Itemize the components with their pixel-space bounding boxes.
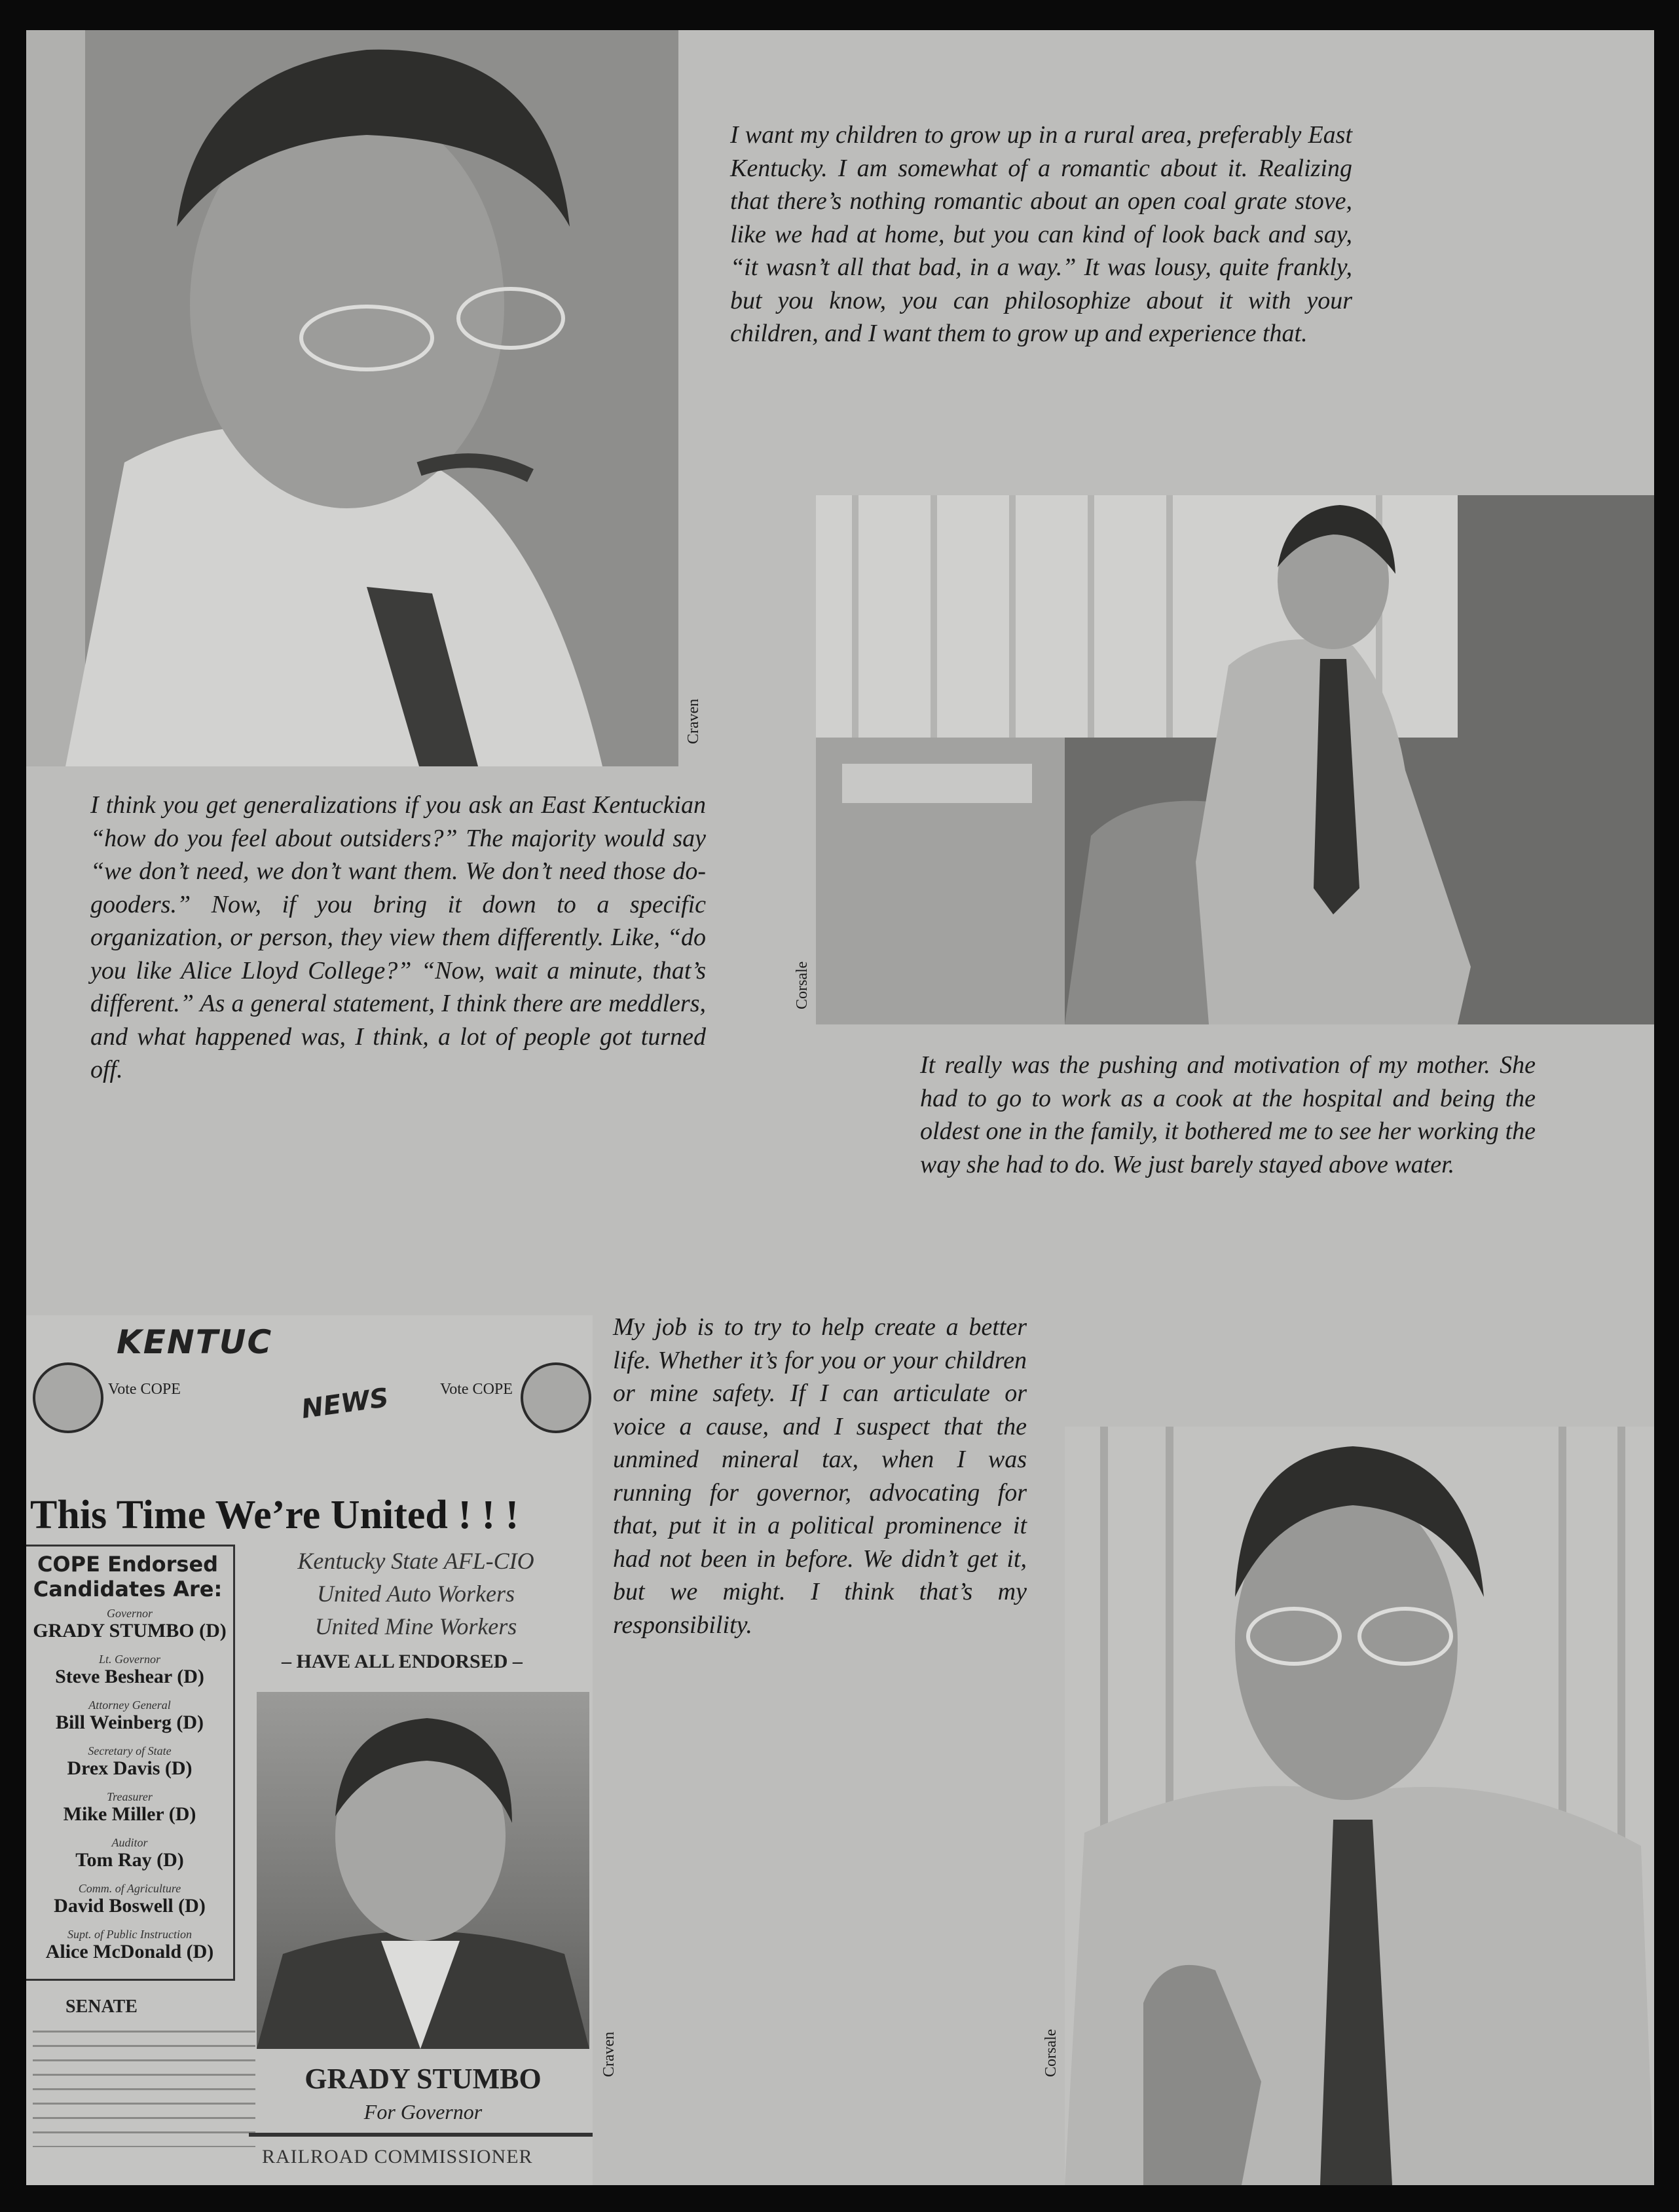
office-label: Auditor bbox=[111, 1836, 148, 1849]
candidate-name: Alice McDonald (D) bbox=[45, 1941, 214, 1962]
vote-cope-left: Vote COPE bbox=[108, 1381, 181, 1398]
portrait-figure bbox=[26, 30, 678, 766]
office-label: Attorney General bbox=[88, 1698, 171, 1712]
cope-endorsements-box bbox=[26, 1545, 235, 1981]
seated-figure bbox=[816, 495, 1654, 1024]
office-label: Supt. of Public Instruction bbox=[67, 1928, 192, 1941]
railroad-heading: RAILROAD COMMISSIONER bbox=[262, 2146, 533, 2167]
quote-my-job: My job is to try to help create a better life. Whether it’s for you or your children or mine safety. If I can articulate or voice a cause, and I suspect that the unmined mineral tax, when I was running for governor, advocating for that, put it in a political prominence it had not been in before. We didn’t get it, but we might. I think that’s my responsibility. bbox=[613, 1313, 1027, 1639]
photo-credit: Corsale bbox=[794, 961, 811, 1009]
masthead-title: KENTUC bbox=[117, 1323, 273, 1361]
candidate-caption-name: GRADY STUMBO bbox=[304, 2063, 542, 2095]
candidate-name: Steve Beshear (D) bbox=[55, 1666, 204, 1687]
office-label: Secretary of State bbox=[88, 1744, 172, 1757]
union-seal-icon bbox=[521, 1362, 591, 1433]
union-name: United Mine Workers bbox=[314, 1613, 517, 1640]
office-label: Lt. Governor bbox=[99, 1653, 160, 1666]
cope-header: COPE Endorsed Candidates Are: bbox=[33, 1552, 223, 1602]
union-list bbox=[242, 1545, 589, 1643]
seated-man-photo bbox=[816, 495, 1654, 1024]
gesturing-figure bbox=[1065, 1427, 1654, 2185]
newspaper-masthead bbox=[26, 1315, 593, 1425]
gesturing-man-photo bbox=[1065, 1427, 1654, 2185]
office-label: Treasurer bbox=[107, 1790, 153, 1803]
candidate-name: Mike Miller (D) bbox=[63, 1803, 196, 1825]
quote-rural-childhood: I want my children to grow up in a rural area, preferably East Kentucky. I am somewhat of a romantic about it. Realizing that there’s nothing romantic about an open coal grate stove, like we had at home, but you can kind of look back and say, “it wasn’t all that bad, in a way.” It was lousy, quite frankly, but you know, you can philosophize about it with your children, and I want them to grow up and experience that. bbox=[730, 121, 1352, 347]
photo-credit: Corsale bbox=[1042, 2029, 1060, 2077]
masthead-subtitle: NEWS bbox=[299, 1382, 391, 1425]
quote-mother: It really was the pushing and motivation of my mother. She had to go to work as a cook at the hospital and being the oldest one in the family, it bothered me to see her working the way she had to do. We just barely stayed above water. bbox=[920, 1051, 1536, 1178]
candidate-photo bbox=[257, 1692, 589, 2049]
candidate-name: Drex Davis (D) bbox=[67, 1757, 193, 1779]
vote-cope-right: Vote COPE bbox=[440, 1381, 513, 1398]
union-seal-icon bbox=[33, 1362, 103, 1433]
candidate-name: David Boswell (D) bbox=[54, 1895, 206, 1917]
have-endorsed: – HAVE ALL ENDORSED – bbox=[282, 1651, 523, 1672]
candidate-figure bbox=[257, 1692, 589, 2049]
quote-outsiders: I think you get generalizations if you ask an East Kentuckian “how do you feel about outsiders?” The majority would say “we don’t need, we don’t want them. We don’t need those do-gooders.” Now, if you bring it down to a specific organization, or person, they view them differently. Like, “do you like Alice Lloyd College?” “Now, wait a minute, that’s different.” As a general statement, I think there are meddlers, and what happened was, I think, a lot of people got turned off. bbox=[90, 791, 706, 1083]
candidate-name: Tom Ray (D) bbox=[75, 1849, 184, 1871]
portrait-photo-glasses bbox=[26, 30, 678, 766]
candidate-name: Bill Weinberg (D) bbox=[55, 1712, 204, 1733]
union-name: Kentucky State AFL-CIO bbox=[297, 1548, 534, 1574]
newspaper-headline: This Time We’re United ! ! ! bbox=[30, 1493, 519, 1537]
candidate-name: GRADY STUMBO (D) bbox=[33, 1620, 227, 1641]
divider bbox=[249, 2133, 593, 2137]
office-label: Governor bbox=[107, 1607, 153, 1620]
senate-heading: SENATE bbox=[65, 1996, 138, 2017]
magazine-page bbox=[26, 30, 1654, 2185]
candidate-caption-office: For Governor bbox=[363, 2100, 483, 2124]
senate-fineprint bbox=[33, 2023, 255, 2147]
photo-credit: Craven bbox=[685, 698, 702, 744]
union-name: United Auto Workers bbox=[317, 1581, 515, 1607]
office-label: Comm. of Agriculture bbox=[78, 1882, 181, 1895]
newspaper-clipping bbox=[26, 1315, 593, 2185]
photo-credit: Craven bbox=[600, 2031, 618, 2077]
